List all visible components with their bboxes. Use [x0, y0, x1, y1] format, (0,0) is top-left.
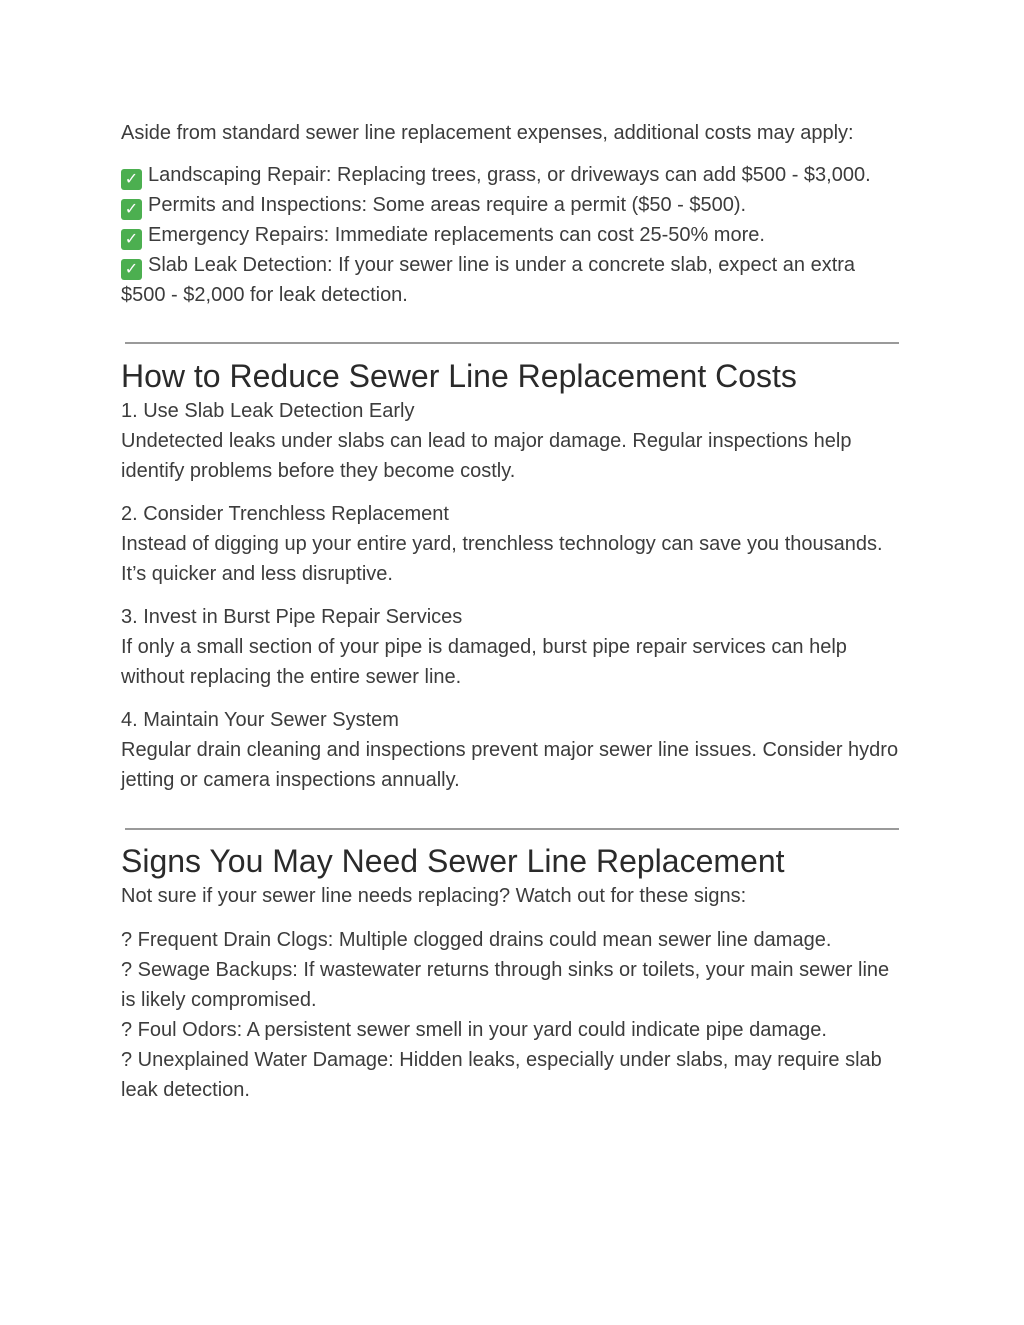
tip-item — [121, 396, 903, 486]
intro-paragraph: Aside from standard sewer line replacement expenses, additional costs may apply: — [121, 122, 854, 144]
tip-item — [121, 705, 903, 795]
tip-heading: 4. Maintain Your Sewer System — [121, 709, 399, 731]
tip-item — [121, 499, 903, 589]
check-mark-icon: ✓ — [121, 229, 142, 250]
check-mark-icon: ✓ — [121, 199, 142, 220]
tip-heading: 2. Consider Trenchless Replacement — [121, 503, 449, 525]
list-item: ? Unexplained Water Damage: Hidden leaks, especially under slabs, may require slab leak detection. — [121, 1049, 882, 1101]
section-title-reduce-costs: How to Reduce Sewer Line Replacement Costs — [121, 358, 797, 394]
tip-item — [121, 602, 903, 692]
cost-item-text: Slab Leak Detection: If your sewer line is under a concrete slab, expect an extra $500 - $2,000 for leak detection. — [121, 254, 856, 306]
signs-list — [121, 925, 903, 1105]
list-item — [121, 190, 903, 220]
list-item: ? Sewage Backups: If wastewater returns through sinks or toilets, your main sewer line is likely compromised. — [121, 959, 890, 1011]
tip-body: Regular drain cleaning and inspections prevent major sewer line issues. Consider hydro jetting or camera inspections annually. — [121, 739, 899, 791]
cost-item-text: Emergency Repairs: Immediate replacements can cost 25-50% more. — [148, 224, 765, 246]
document-page — [121, 118, 903, 1105]
section-divider — [125, 342, 899, 344]
signs-intro: Not sure if your sewer line needs replacing? Watch out for these signs: — [121, 885, 747, 907]
list-item — [121, 160, 903, 190]
reduce-costs-tips — [121, 396, 903, 795]
list-item — [121, 220, 903, 250]
tip-body: If only a small section of your pipe is damaged, burst pipe repair services can help without replacing the entire sewer line. — [121, 636, 847, 688]
tip-body: Undetected leaks under slabs can lead to major damage. Regular inspections help identify problems before they become costly. — [121, 430, 852, 482]
list-item: ? Foul Odors: A persistent sewer smell in your yard could indicate pipe damage. — [121, 1019, 827, 1041]
tip-heading: 1. Use Slab Leak Detection Early — [121, 400, 415, 422]
cost-item-text: Landscaping Repair: Replacing trees, grass, or driveways can add $500 - $3,000. — [148, 164, 871, 186]
cost-item-text: Permits and Inspections: Some areas require a permit ($50 - $500). — [148, 194, 747, 216]
additional-costs-list — [121, 160, 903, 310]
check-mark-icon: ✓ — [121, 169, 142, 190]
check-mark-icon: ✓ — [121, 259, 142, 280]
tip-body: Instead of digging up your entire yard, trenchless technology can save you thousands. It’s quicker and less disruptive. — [121, 533, 883, 585]
tip-heading: 3. Invest in Burst Pipe Repair Services — [121, 606, 463, 628]
section-title-signs: Signs You May Need Sewer Line Replacement — [121, 843, 785, 879]
list-item — [121, 250, 903, 310]
section-divider — [125, 828, 899, 830]
list-item: ? Frequent Drain Clogs: Multiple clogged drains could mean sewer line damage. — [121, 929, 832, 951]
